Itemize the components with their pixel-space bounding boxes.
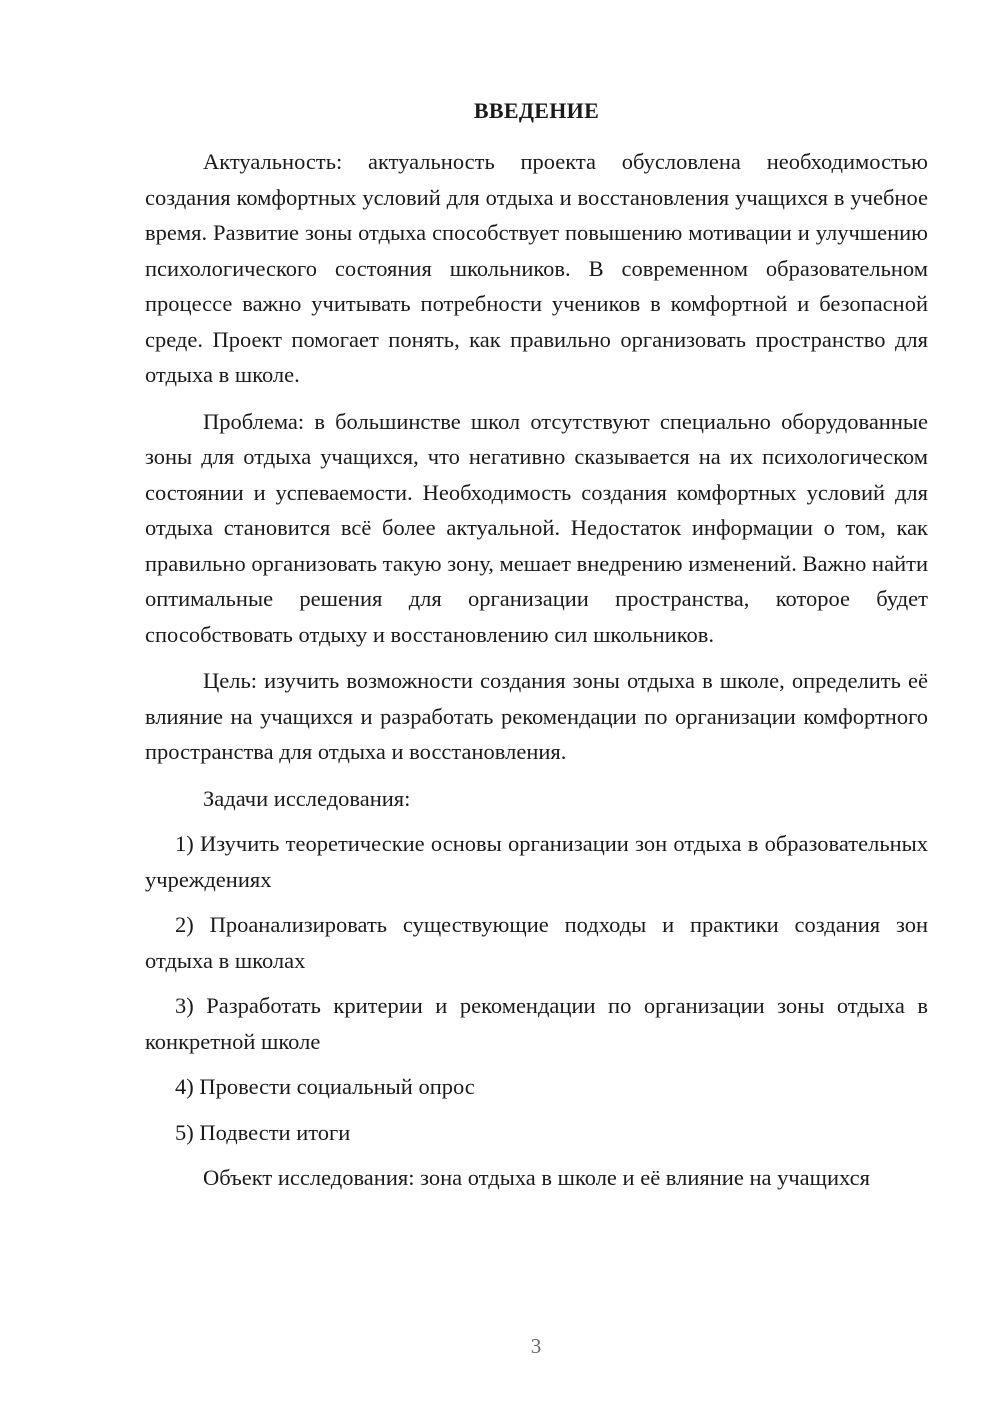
- task-item-4: 4) Провести социальный опрос: [175, 1074, 475, 1099]
- task-item-2: 2) Проанализировать существующие подходы и практики создания зон отдыха в школах: [145, 912, 928, 973]
- paragraph-goal: Цель: изучить возможности создания зоны отдыха в школе, определить её влияние на учащихся и разработать рекомендации по организации комфортного пространства для отдыха и восстановления.: [145, 668, 928, 764]
- task-item-5: 5) Подвести итоги: [175, 1119, 351, 1145]
- paragraph-object: Объект исследования: зона отдыха в школе и её влияние на учащихся: [203, 1165, 870, 1190]
- section-heading: ВВЕДЕНИЕ: [473, 98, 600, 123]
- paragraph-relevance: Актуальность: актуальность проекта обусловлена необходимостью создания комфортных условий для отдыха и восстановления учащихся в учебное время. Развитие зоны отдыха способствует повышению мотивации и улучшению психологического состояния школьников. В современном образовательном процессе важно учитывать потребности учеников в комфортной и безопасной среде. Проект помогает понять, как правильно организовать пространство для отдыха в школе.: [145, 149, 928, 387]
- paragraph-problem: Проблема: в большинстве школ отсутствуют специально оборудованные зоны для отдыха учащихся, что негативно сказывается на их психологическом состоянии и успеваемости. Необходимость создания комфортных условий для отдыха становится всё более актуальной. Недостаток информации о том, как правильно организовать такую зону, мешает внедрению изменений. Важно найти оптимальные решения для организации пространства, которое будет способствовать отдыху и восстановлению сил школьников.: [145, 408, 928, 647]
- tasks-heading: Задачи исследования:: [203, 785, 411, 811]
- body-text: [145, 144, 928, 1196]
- task-item-1: 1) Изучить теоретические основы организации зон отдыха в образовательных учреждениях: [145, 831, 928, 892]
- page-number: 3: [530, 1334, 542, 1358]
- task-item-3: 3) Разработать критерии и рекомендации по организации зоны отдыха в конкретной школе: [145, 993, 928, 1054]
